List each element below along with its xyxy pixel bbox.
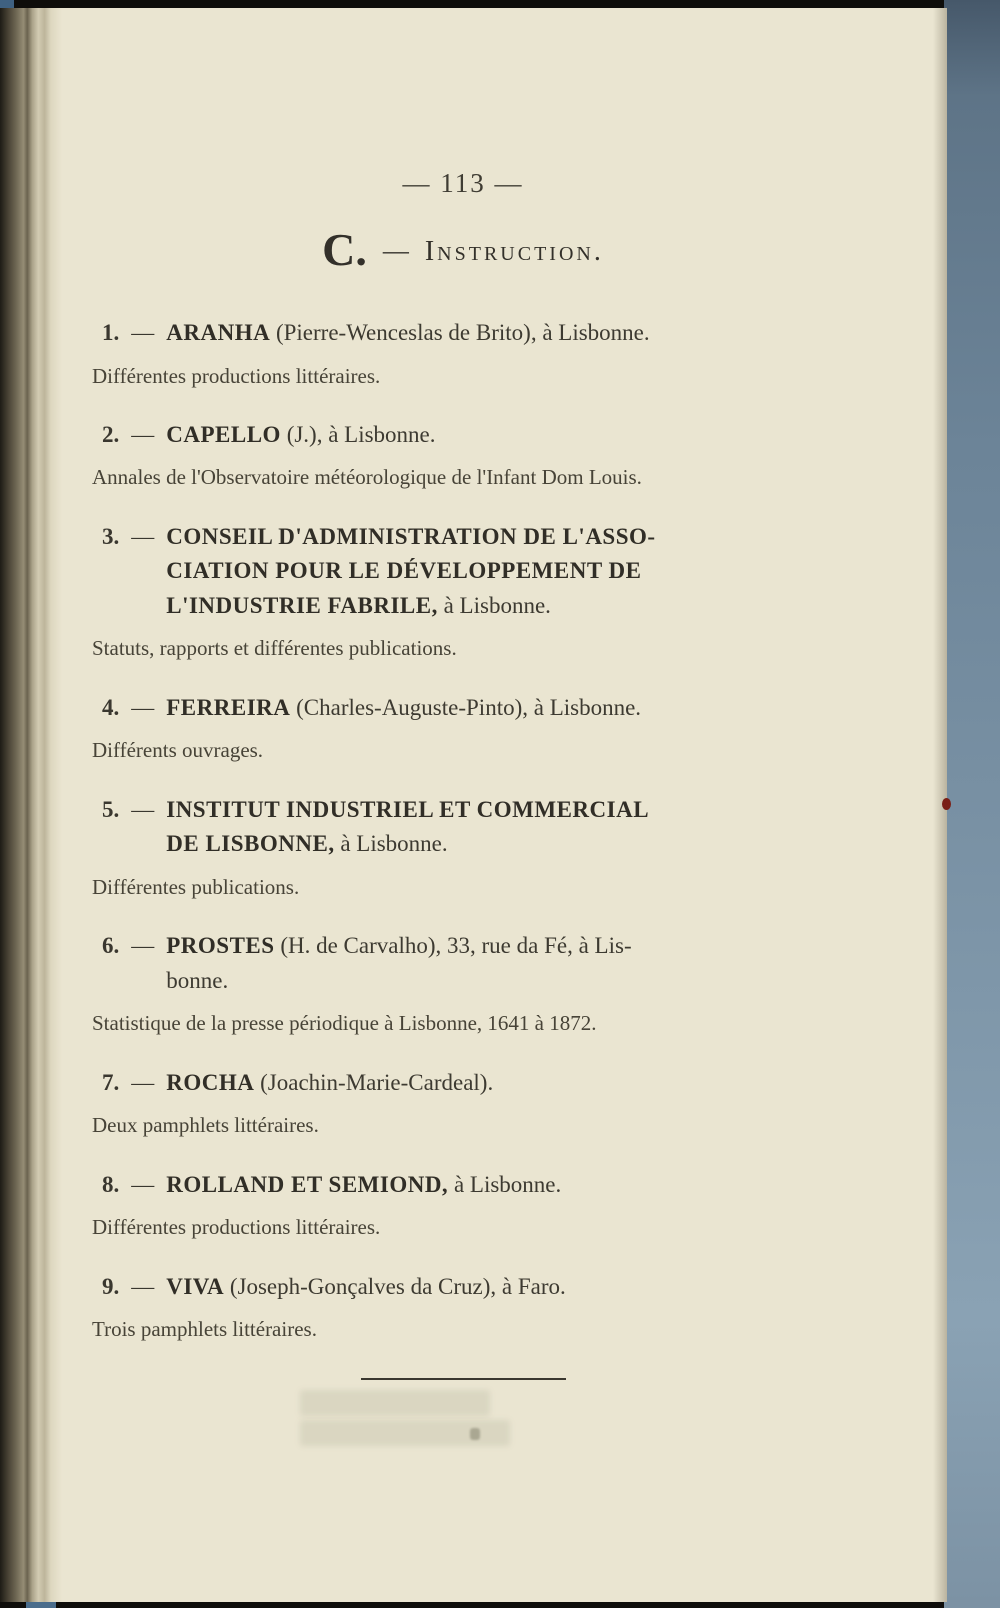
entry-number: 7. xyxy=(102,1069,120,1095)
entry-1 xyxy=(92,316,834,391)
entry-name-line-2: DE LISBONNE, xyxy=(166,831,335,857)
entry-name-line-3: L'INDUSTRIE FABRILE, xyxy=(166,592,438,618)
printers-mark xyxy=(470,1428,480,1440)
entry-6 xyxy=(92,929,834,1038)
section-letter: C. xyxy=(322,224,367,275)
bleed-through xyxy=(300,1390,490,1416)
entry-note: Différentes publications. xyxy=(92,874,300,899)
red-mark xyxy=(942,798,951,810)
entry-detail: (Pierre-Wenceslas de Brito), à Lisbonne. xyxy=(275,320,650,345)
entry-name: PROSTES xyxy=(166,933,275,959)
entry-heading xyxy=(102,1066,834,1101)
entry-detail: (J.), à Lisbonne. xyxy=(286,421,436,447)
entry-detail: (Charles-Auguste-Pinto), à Lisbonne. xyxy=(296,694,642,720)
entry-note: Deux pamphlets littéraires. xyxy=(92,1113,319,1138)
dash: — xyxy=(131,421,155,447)
entry-number: 2. xyxy=(102,421,120,447)
entry-note: Différents ouvrages. xyxy=(92,738,264,763)
entry-number: 3. xyxy=(102,523,120,549)
dash: — xyxy=(131,694,155,720)
dash: — xyxy=(131,933,155,959)
entry-heading xyxy=(102,316,834,351)
entry-heading xyxy=(102,1168,834,1203)
entry-name: ARANHA xyxy=(166,320,271,345)
entry-detail-line-1: (H. de Carvalho), 33, rue da Fé, à Lis- xyxy=(280,933,632,959)
entry-name: ROCHA xyxy=(166,1069,255,1095)
entry-2 xyxy=(92,418,834,493)
dash: — xyxy=(131,523,155,549)
entry-name-line-1: INSTITUT INDUSTRIEL ET COMMERCIAL xyxy=(166,796,650,822)
entry-8 xyxy=(92,1168,834,1243)
entry-9 xyxy=(92,1270,834,1345)
entry-name-line-2: CIATION POUR LE DÉVELOPPEMENT DE xyxy=(166,558,642,584)
dash: — xyxy=(131,1069,155,1095)
entry-name: ROLLAND ET SEMIOND, xyxy=(166,1171,449,1197)
entry-name: CAPELLO xyxy=(166,421,281,447)
entry-number: 5. xyxy=(102,796,120,822)
entry-note: Différentes productions littéraires. xyxy=(92,363,381,388)
book-cover-edge xyxy=(944,0,1000,1608)
page-content xyxy=(92,168,834,1380)
entry-heading xyxy=(102,1270,834,1305)
heading-dash: — xyxy=(382,236,409,265)
entry-detail: à Lisbonne. xyxy=(443,592,551,618)
entry-detail: à Lisbonne. xyxy=(453,1171,562,1197)
section-title: Instruction. xyxy=(424,236,604,267)
entry-detail: (Joachin-Marie-Cardeal). xyxy=(260,1069,494,1095)
entry-detail-line-2: bonne. xyxy=(166,967,229,993)
page-number: — 113 — xyxy=(402,168,524,198)
entry-note: Statuts, rapports et différentes publications. xyxy=(92,636,457,661)
entry-note: Différentes productions littéraires. xyxy=(92,1215,381,1240)
entry-note: Annales de l'Observatoire météorologique de l'Infant Dom Louis. xyxy=(92,465,642,490)
entry-heading xyxy=(102,929,834,998)
entry-number: 6. xyxy=(102,933,120,959)
entry-note: Statistique de la presse périodique à Lisbonne, 1641 à 1872. xyxy=(92,1011,597,1036)
entry-list xyxy=(92,316,834,1344)
entry-name-line-1: CONSEIL D'ADMINISTRATION DE L'ASSO- xyxy=(166,523,656,549)
entry-heading xyxy=(102,418,834,453)
entry-detail: (Joseph-Gonçalves da Cruz), à Faro. xyxy=(229,1273,566,1299)
scanned-page xyxy=(0,8,947,1602)
entry-number: 8. xyxy=(102,1171,120,1197)
entry-heading xyxy=(102,691,834,726)
entry-4 xyxy=(92,691,834,766)
dash: — xyxy=(131,1171,155,1197)
entry-name: FERREIRA xyxy=(166,694,291,720)
entry-heading xyxy=(102,520,834,624)
entry-5 xyxy=(92,793,834,902)
dash: — xyxy=(131,320,155,345)
entry-3 xyxy=(92,520,834,664)
binding-edge xyxy=(0,8,62,1602)
section-rule xyxy=(361,1378,566,1380)
entry-detail: à Lisbonne. xyxy=(340,831,448,857)
entry-number: 9. xyxy=(102,1273,120,1299)
entry-number: 4. xyxy=(102,694,120,720)
entry-name: VIVA xyxy=(166,1273,225,1299)
entry-note: Trois pamphlets littéraires. xyxy=(92,1317,317,1341)
section-heading xyxy=(92,223,834,276)
dash: — xyxy=(131,1273,155,1299)
entry-7 xyxy=(92,1066,834,1141)
dash: — xyxy=(131,796,155,822)
entry-heading xyxy=(102,793,834,862)
entry-number: 1. xyxy=(102,320,120,345)
